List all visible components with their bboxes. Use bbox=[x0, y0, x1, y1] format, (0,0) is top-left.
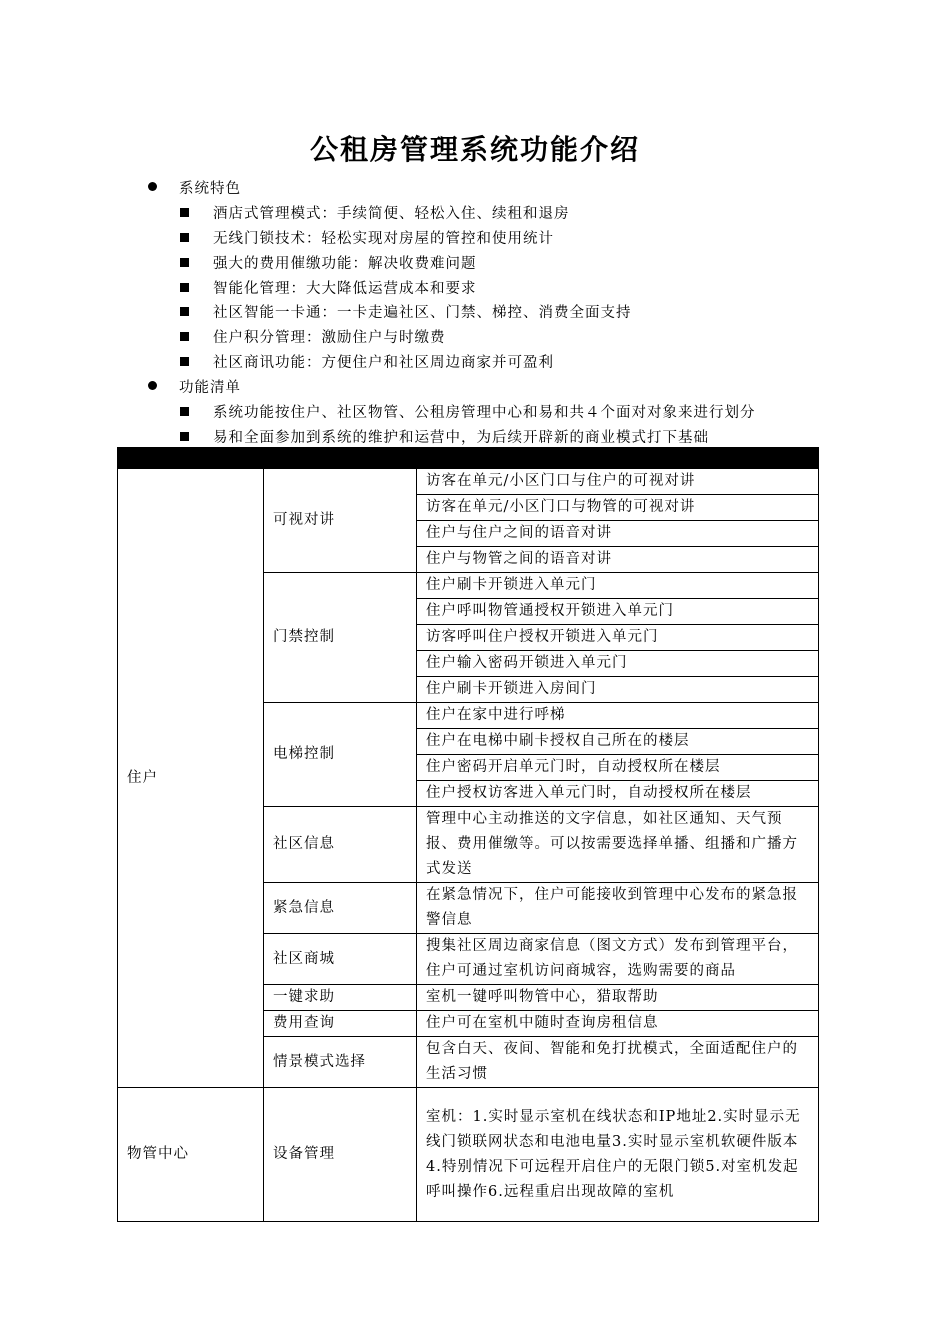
square-bullet-icon bbox=[180, 233, 189, 242]
list-item: 易和全面参加到系统的维护和运营中，为后续开辟新的商业模式打下基础 bbox=[180, 426, 709, 447]
function-table bbox=[117, 447, 819, 1222]
function-cell: 设备管理 bbox=[264, 1088, 417, 1222]
detail-cell: 住户与住户之间的语音对讲 bbox=[417, 521, 819, 547]
detail-cell: 住户呼叫物管通授权开锁进入单元门 bbox=[417, 599, 819, 625]
function-cell: 情景模式选择 bbox=[264, 1037, 417, 1088]
header-cell bbox=[417, 448, 819, 469]
bullet-dot-icon bbox=[148, 182, 157, 191]
square-bullet-icon bbox=[180, 432, 189, 441]
section-heading: 功能清单 bbox=[179, 380, 241, 396]
feature-item: 酒店式管理模式：手续简便、轻松入住、续租和退房 bbox=[180, 202, 570, 223]
detail-cell: 搜集社区周边商家信息（图文方式）发布到管理平台，住户可通过室机访问商城容，选购需要的商品 bbox=[417, 934, 819, 985]
square-bullet-icon bbox=[180, 332, 189, 341]
feature-item: 住户积分管理：激励住户与时缴费 bbox=[180, 326, 446, 347]
detail-cell: 室机：1.实时显示室机在线状态和IP地址2.实时显示无线门锁联网状态和电池电量3.实时显示室机软硬件版本4.特别情况下可远程开启住户的无限门锁5.对室机发起呼叫操作6.远程重启出现故障的室机 bbox=[417, 1088, 819, 1222]
square-bullet-icon bbox=[180, 208, 189, 217]
square-bullet-icon bbox=[180, 258, 189, 267]
detail-cell: 住户与物管之间的语音对讲 bbox=[417, 547, 819, 573]
square-bullet-icon bbox=[180, 283, 189, 292]
table-row bbox=[118, 469, 819, 495]
feature-item: 社区智能一卡通：一卡走遍社区、门禁、梯控、消费全面支持 bbox=[180, 301, 632, 322]
object-cell: 住户 bbox=[118, 469, 264, 1088]
detail-cell: 访客在单元/小区门口与物管的可视对讲 bbox=[417, 495, 819, 521]
detail-cell: 在紧急情况下，住户可能接收到管理中心发布的紧急报警信息 bbox=[417, 883, 819, 934]
detail-cell: 住户刷卡开锁进入单元门 bbox=[417, 573, 819, 599]
function-cell: 社区信息 bbox=[264, 807, 417, 883]
feature-item: 强大的费用催缴功能：解决收费难问题 bbox=[180, 252, 477, 273]
detail-cell: 住户输入密码开锁进入单元门 bbox=[417, 651, 819, 677]
square-bullet-icon bbox=[180, 407, 189, 416]
table-row bbox=[118, 1088, 819, 1222]
detail-cell: 住户密码开启单元门时，自动授权所在楼层 bbox=[417, 755, 819, 781]
object-cell: 物管中心 bbox=[118, 1088, 264, 1222]
detail-cell: 住户可在室机中随时查询房租信息 bbox=[417, 1011, 819, 1037]
detail-cell: 访客呼叫住户授权开锁进入单元门 bbox=[417, 625, 819, 651]
detail-cell: 住户在家中进行呼梯 bbox=[417, 703, 819, 729]
header-cell bbox=[118, 448, 264, 469]
section-function-list bbox=[148, 376, 241, 397]
function-cell: 门禁控制 bbox=[264, 573, 417, 703]
function-cell: 社区商城 bbox=[264, 934, 417, 985]
function-cell: 可视对讲 bbox=[264, 469, 417, 573]
detail-cell: 包含白天、夜间、智能和免打扰模式，全面适配住户的生活习惯 bbox=[417, 1037, 819, 1088]
square-bullet-icon bbox=[180, 307, 189, 316]
detail-cell: 住户刷卡开锁进入房间门 bbox=[417, 677, 819, 703]
table-header-row bbox=[118, 448, 819, 469]
list-item: 系统功能按住户、社区物管、公租房管理中心和易和共４个面对对象来进行划分 bbox=[180, 401, 756, 422]
detail-cell: 访客在单元/小区门口与住户的可视对讲 bbox=[417, 469, 819, 495]
section-heading: 系统特色 bbox=[179, 181, 241, 197]
bullet-dot-icon bbox=[148, 381, 157, 390]
detail-cell: 室机一键呼叫物管中心，猎取帮助 bbox=[417, 985, 819, 1011]
header-cell bbox=[264, 448, 417, 469]
detail-cell: 住户在电梯中刷卡授权自己所在的楼层 bbox=[417, 729, 819, 755]
function-cell: 一键求助 bbox=[264, 985, 417, 1011]
function-cell: 费用查询 bbox=[264, 1011, 417, 1037]
feature-item: 无线门锁技术：轻松实现对房屋的管控和使用统计 bbox=[180, 227, 554, 248]
page-title: 公租房管理系统功能介绍 bbox=[309, 133, 640, 166]
section-features bbox=[148, 177, 241, 198]
function-cell: 紧急信息 bbox=[264, 883, 417, 934]
feature-item: 社区商讯功能：方便住户和社区周边商家并可盈利 bbox=[180, 351, 554, 372]
square-bullet-icon bbox=[180, 357, 189, 366]
function-cell: 电梯控制 bbox=[264, 703, 417, 807]
feature-item: 智能化管理：大大降低运营成本和要求 bbox=[180, 277, 477, 298]
detail-cell: 管理中心主动推送的文字信息，如社区通知、天气预报、费用催缴等。可以按需要选择单播、组播和广播方式发送 bbox=[417, 807, 819, 883]
detail-cell: 住户授权访客进入单元门时，自动授权所在楼层 bbox=[417, 781, 819, 807]
